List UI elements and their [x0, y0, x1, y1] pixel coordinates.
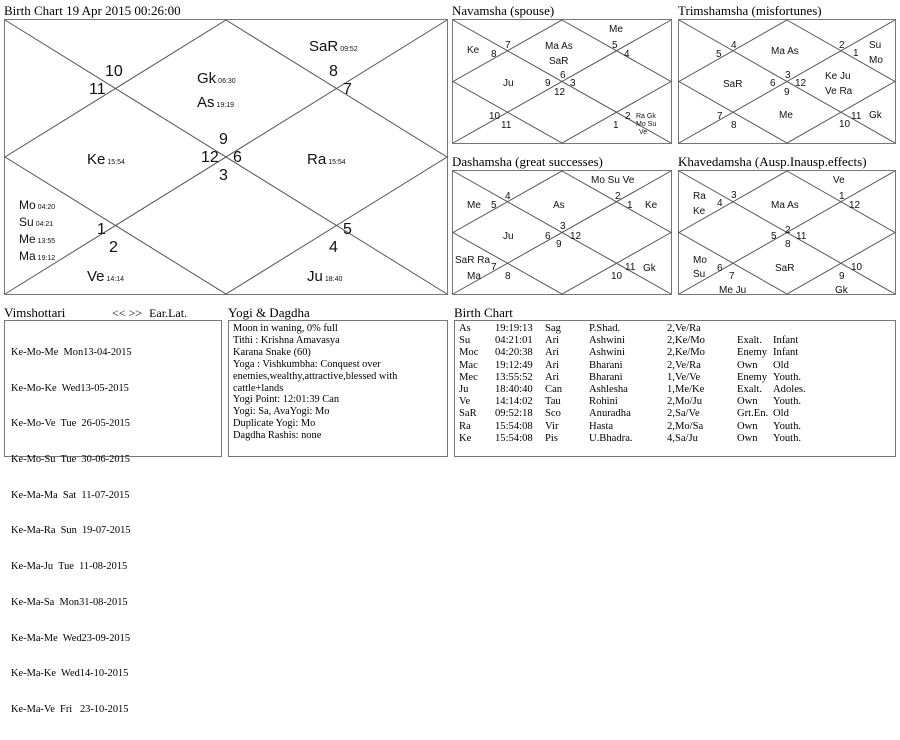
table-cell: As [459, 323, 471, 334]
table-cell: Own [737, 396, 758, 408]
table-cell: Own [737, 359, 758, 371]
birth-table-panel [454, 320, 896, 457]
chart-label: SaR [723, 79, 743, 90]
ear-lat-label[interactable]: Ear.Lat. [149, 306, 188, 320]
chart-label: Ke [645, 200, 658, 211]
house-number: 4 [505, 191, 511, 202]
house-number: 4 [731, 40, 737, 51]
chart-label: Ke [693, 206, 706, 217]
table-row [459, 433, 823, 445]
house-number: 10 [611, 271, 623, 282]
table-cell: Ra [459, 420, 471, 432]
house-number: 8 [491, 49, 497, 60]
house-number: 12 [554, 87, 566, 98]
khavedamsha-panel [678, 170, 896, 295]
yogi-title: Yogi & Dagdha [228, 305, 310, 320]
chart-label: Gk [869, 110, 882, 121]
table-row [459, 323, 823, 335]
list-item[interactable]: Ke-Mo-Ve Tue 26-05-2015 [11, 418, 130, 430]
table-cell: 2,Sa/Ve [667, 408, 700, 420]
chart-label: Me [467, 200, 481, 211]
table-cell: 2,Mo/Sa [667, 420, 704, 432]
yogi-line: Dagdha Rashis: none [233, 430, 322, 442]
chart-label: SaR [775, 263, 795, 274]
table-cell: 2,Ke/Mo [667, 347, 705, 359]
house-number: 2 [109, 239, 118, 256]
vimshottari-list [11, 323, 132, 740]
table-cell: Grt.En. [737, 408, 769, 420]
chart-label: Ve [833, 175, 845, 186]
house-number: 9 [219, 131, 228, 148]
trimshamsha-panel [678, 19, 896, 144]
chart-label: Ke Ju [825, 71, 851, 82]
house-number: 10 [851, 262, 863, 273]
table-cell: 13:55:52 [495, 371, 533, 383]
house-number: 7 [505, 40, 511, 51]
house-number: 8 [731, 120, 737, 131]
house-number: 2 [615, 191, 621, 202]
table-cell: 2,Ve/Ra [667, 359, 701, 371]
house-number: 11 [851, 111, 862, 122]
table-cell: 15:54:08 [495, 432, 533, 444]
yogi-line: Tithi : Krishna Amavasya [233, 334, 340, 346]
house-number: 6 [233, 149, 242, 166]
chart-label: Su [693, 269, 706, 280]
planet-label: Su 04:21 [19, 215, 54, 229]
table-cell: P.Shad. [589, 323, 621, 334]
table-cell: Hasta [589, 420, 614, 432]
house-number: 12 [849, 200, 861, 211]
house-number: 6 [770, 78, 776, 89]
planet-label: Ve 14:14 [87, 268, 125, 285]
planet-label: Ju 18:40 [307, 268, 343, 285]
table-cell: 19:12:49 [495, 359, 533, 371]
table-cell: Ari [545, 371, 560, 383]
table-cell: 2,Ve/Ra [667, 323, 701, 334]
list-item[interactable]: Ke-Ma-Ma Sat 11-07-2015 [11, 489, 130, 501]
vimshottari-title: Vimshottari [4, 305, 66, 320]
table-cell: U.Bhadra. [589, 432, 633, 444]
table-row [459, 384, 823, 396]
house-number: 9 [556, 239, 562, 250]
house-number: 11 [89, 81, 106, 98]
planet-label: Mo 04:20 [19, 198, 56, 212]
table-cell: Ashwini [589, 347, 625, 359]
table-cell: Adoles. [773, 384, 806, 396]
house-number: 9 [784, 87, 790, 98]
trimshamsha-diagram [679, 20, 895, 143]
house-number: 10 [839, 119, 851, 130]
table-cell: Ari [545, 347, 560, 359]
house-number: 6 [545, 231, 551, 242]
table-cell: 4,Sa/Ju [667, 432, 698, 444]
house-number: 12 [201, 149, 219, 166]
table-cell: Youth. [773, 396, 802, 408]
navamsha-title: Navamsha (spouse) [452, 3, 555, 18]
chart-label: Ve Ra [825, 86, 853, 97]
list-item[interactable]: Ke-Ma-Me Wed23-09-2015 [11, 632, 131, 644]
table-cell: Vir [545, 420, 559, 432]
navamsha-diagram [453, 20, 671, 143]
chart-label: Mo Su [636, 121, 657, 128]
yogi-line: enemies,wealthy,attractive,blessed with [233, 370, 398, 382]
table-cell: Own [737, 432, 758, 444]
house-number: 7 [491, 262, 497, 273]
house-number: 5 [491, 200, 497, 211]
table-cell: 09:52:18 [495, 408, 533, 420]
house-number: 1 [97, 221, 106, 238]
table-cell: Exalt. [737, 335, 763, 347]
house-number: 3 [219, 167, 228, 184]
house-number: 5 [716, 49, 722, 60]
yogi-line: Moon in waning, 0% full [233, 323, 338, 334]
table-cell: 04:21:01 [495, 335, 533, 347]
table-cell: Old [773, 359, 789, 371]
chart-label: Gk [835, 285, 848, 296]
house-number: 1 [839, 191, 845, 202]
house-number: 12 [570, 231, 582, 242]
planet-label: Ke 15:54 [87, 151, 125, 168]
chart-label: Ra [693, 191, 706, 202]
table-cell: Ari [545, 359, 560, 371]
planet-label: Me 13:55 [19, 232, 56, 246]
table-cell: 1,Ve/Ve [667, 371, 701, 383]
table-cell: Ashlesha [589, 384, 628, 396]
chart-label: Mo Su Ve [591, 175, 635, 186]
table-cell: Infant [773, 347, 799, 359]
list-item[interactable]: Ke-Ma-Ke Wed14-10-2015 [11, 668, 129, 680]
list-item[interactable]: Ke-Ma-Ju Tue 11-08-2015 [11, 561, 128, 573]
chart-label: Ke [467, 45, 480, 56]
list-item[interactable]: Ke-Mo-Ke Wed13-05-2015 [11, 382, 129, 394]
yogi-line: Duplicate Yogi: Mo [233, 418, 316, 430]
house-number: 10 [489, 111, 501, 122]
house-number: 7 [343, 81, 352, 98]
house-number: 3 [785, 70, 791, 81]
vimshottari-panel [4, 320, 222, 715]
chart-label: SaR [549, 56, 569, 67]
table-cell: Rohini [589, 396, 618, 408]
house-number: 5 [771, 231, 777, 242]
house-number: 3 [731, 190, 737, 201]
chart-label: As [553, 200, 565, 211]
house-number: 2 [625, 111, 631, 122]
table-row [459, 335, 823, 347]
chart-label: Gk [643, 263, 656, 274]
table-cell: Old [773, 408, 789, 420]
table-cell: Pis [545, 432, 558, 444]
house-number: 3 [570, 78, 576, 89]
chart-label: SaR Ra [455, 255, 491, 266]
table-cell: Exalt. [737, 384, 763, 396]
trimshamsha-title: Trimshamsha (misfortunes) [678, 3, 822, 18]
chart-label: Ma [467, 271, 481, 282]
table-cell: Bharani [589, 359, 623, 371]
yogi-line: cattle+lands [233, 382, 284, 394]
birth-chart-title: Birth Chart 19 Apr 2015 00:26:00 [4, 3, 181, 18]
table-cell: Bharani [589, 371, 623, 383]
table-cell: Enemy [737, 371, 768, 383]
table-cell: 2,Mo/Ju [667, 396, 703, 408]
table-cell: Ju [459, 384, 469, 396]
planet-label: As 19:19 [197, 94, 235, 111]
table-cell: Anuradha [589, 408, 631, 420]
table-cell: SaR [459, 408, 477, 420]
table-cell: Ke [459, 432, 472, 444]
chart-label: Ma As [771, 46, 799, 57]
chart-label: Ma As [545, 41, 573, 52]
house-number: 8 [505, 271, 511, 282]
chart-label: Me [609, 24, 623, 35]
planet-label: Gk 06:30 [197, 70, 236, 87]
chart-label: Me [779, 110, 793, 121]
table-cell: Ashwini [589, 335, 625, 347]
table-cell: Sco [545, 408, 561, 420]
house-number: 2 [839, 40, 845, 51]
house-number: 11 [625, 262, 636, 273]
table-cell: 1,Me/Ke [667, 384, 705, 396]
house-number: 7 [717, 111, 723, 122]
house-number: 8 [329, 63, 338, 80]
house-number: 6 [717, 263, 723, 274]
planet-label: Ma 19:12 [19, 249, 56, 263]
chart-label: Ma As [771, 200, 799, 211]
yogi-line: Yogi: Sa, AvaYogi: Mo [233, 406, 330, 418]
house-number: 4 [329, 239, 338, 256]
table-cell: 18:40:40 [495, 384, 533, 396]
table-cell: Ve [459, 396, 471, 408]
house-number: 12 [795, 78, 807, 89]
khavedamsha-title: Khavedamsha (Ausp.Inausp.effects) [678, 154, 867, 169]
house-number: 9 [545, 78, 551, 89]
birth-table [459, 323, 823, 445]
house-number: 6 [560, 70, 566, 81]
chart-label: Ra Gk [636, 113, 656, 120]
table-cell: 04:20:38 [495, 347, 533, 359]
table-row [459, 347, 823, 359]
table-row [459, 372, 823, 384]
house-number: 7 [729, 271, 735, 282]
planet-label: Ra 15:54 [307, 151, 346, 168]
chart-label: Mo [693, 255, 707, 266]
dashamsha-title: Dashamsha (great successes) [452, 154, 603, 169]
house-number: 1 [613, 120, 619, 131]
table-cell: 2,Ke/Mo [667, 335, 705, 347]
table-cell: Ari [545, 335, 560, 347]
table-cell: Can [545, 384, 563, 396]
table-row [459, 421, 823, 433]
navamsha-panel [452, 19, 672, 144]
house-number: 3 [560, 221, 566, 232]
house-number: 2 [785, 225, 791, 236]
house-number: 4 [624, 49, 630, 60]
table-cell [737, 323, 773, 335]
house-number: 8 [785, 239, 791, 250]
table-cell: 15:54:08 [495, 420, 533, 432]
table-row [459, 408, 823, 420]
prev-next-arrows[interactable]: << >> [112, 306, 143, 320]
chart-label: Ju [503, 78, 514, 89]
list-item[interactable]: Ke-Ma-Ra Sun 19-07-2015 [11, 525, 131, 537]
dashamsha-panel [452, 170, 672, 295]
chart-label: Mo [869, 55, 883, 66]
birth-table-title: Birth Chart [454, 305, 513, 320]
house-number: 11 [796, 231, 807, 242]
table-cell: Youth. [773, 432, 802, 444]
birth-chart-diagram [5, 20, 447, 294]
table-cell: Youth. [773, 371, 802, 383]
house-number: 5 [612, 40, 618, 51]
dashamsha-diagram [453, 171, 671, 294]
table-cell [773, 323, 823, 335]
table-cell: Moc [459, 347, 479, 359]
table-cell: Su [459, 335, 471, 347]
house-number: 4 [717, 198, 723, 209]
list-item[interactable]: Ke-Ma-Ve Fri 23-10-2015 [11, 704, 129, 715]
table-cell: Sag [545, 323, 561, 334]
house-number: 9 [839, 271, 845, 282]
yogi-panel [228, 320, 448, 457]
chart-label: Su [869, 40, 882, 51]
table-cell: Mec [459, 371, 478, 383]
khavedamsha-diagram [679, 171, 895, 294]
house-number: 1 [853, 48, 859, 59]
house-number: 1 [627, 200, 633, 211]
birth-chart-panel [4, 19, 448, 295]
table-cell: Youth. [773, 420, 802, 432]
house-number: 10 [105, 63, 123, 80]
yogi-line: Yoga : Vishkumbha: Conquest over [233, 358, 381, 370]
table-row [459, 396, 823, 408]
table-row [459, 360, 823, 372]
chart-label: Ve [639, 129, 648, 136]
yogi-line: Karana Snake (60) [233, 346, 311, 358]
table-cell: Mac [459, 359, 478, 371]
table-cell: 19:19:13 [495, 323, 533, 334]
yogi-line: Yogi Point: 12:01:39 Can [233, 394, 340, 406]
house-number: 11 [501, 120, 512, 131]
chart-label: Me Ju [719, 285, 747, 296]
table-cell: Own [737, 420, 758, 432]
chart-label: Ju [503, 231, 514, 242]
planet-label: SaR 09:52 [309, 38, 358, 55]
table-cell: Infant [773, 335, 799, 347]
yogi-text [233, 323, 397, 442]
list-item[interactable]: Ke-Mo-Me Mon13-04-2015 [11, 346, 132, 358]
list-item[interactable]: Ke-Ma-Sa Mon31-08-2015 [11, 596, 128, 608]
vimshottari-nav[interactable] [112, 306, 187, 321]
table-cell: Enemy [737, 347, 768, 359]
list-item[interactable]: Ke-Mo-Su Tue 30-06-2015 [11, 453, 130, 465]
table-cell: Tau [545, 396, 561, 408]
house-number: 5 [343, 221, 352, 238]
table-cell: 14:14:02 [495, 396, 533, 408]
